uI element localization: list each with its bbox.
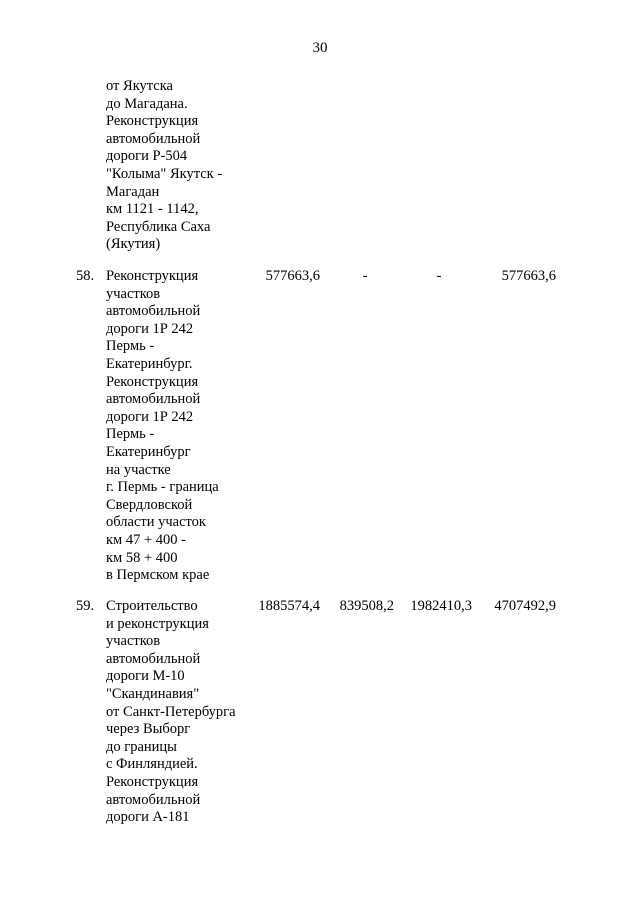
description-line: в Пермском крае (106, 567, 210, 584)
value-cell: 4707492,9 (494, 598, 556, 614)
description-line: до Магадана. (106, 95, 188, 112)
description-line: автомобильной (106, 391, 201, 408)
description-line: км 47 + 400 - (106, 531, 186, 548)
description-line: (Якутия) (106, 236, 161, 253)
page-number: 30 (312, 40, 328, 56)
description-line: Пермь - (106, 426, 155, 443)
value-cell: 577663,6 (265, 268, 320, 284)
value-cell: 1982410,3 (410, 598, 472, 614)
description-line: Реконструкция (106, 773, 199, 790)
description-line: Реконструкция (106, 268, 199, 284)
value-cell: - (436, 268, 442, 284)
row-number: 58. (76, 268, 95, 284)
description-line: Свердловской (106, 496, 193, 513)
description-line: "Скандинавия" (106, 685, 200, 702)
row-description (106, 268, 256, 585)
value-cell: 1885574,4 (258, 598, 320, 614)
description-line: автомобильной (106, 130, 201, 147)
value-cell: 577663,6 (501, 268, 556, 284)
description-line: Республика Саха (106, 218, 211, 235)
description-line: Строительство (106, 598, 198, 614)
description-line: Реконструкция (106, 113, 199, 130)
value-cell: - (362, 268, 368, 284)
description-line: дороги 1Р 242 (106, 408, 194, 425)
row-description (106, 598, 256, 827)
description-line: Реконструкция (106, 373, 199, 390)
description-line: автомобильной (106, 303, 201, 320)
description-line: Екатеринбург (106, 443, 191, 460)
description-line: автомобильной (106, 791, 201, 808)
description-line: дороги Р-504 (106, 148, 188, 165)
description-line: "Колыма" Якутск - (106, 165, 223, 182)
description-line: дороги А-181 (106, 809, 190, 826)
description-line: км 58 + 400 (106, 549, 178, 566)
description-line: Пермь - (106, 338, 155, 355)
description-line: участков (106, 285, 161, 302)
description-line: до границы (106, 738, 177, 755)
description-line: и реконструкция (106, 615, 209, 632)
description-line: Екатеринбург. (106, 355, 193, 372)
description-line: автомобильной (106, 650, 201, 667)
description-line: области участок (106, 514, 206, 531)
description-line: с Финляндией. (106, 756, 198, 773)
description-line: от Санкт-Петербурга (106, 703, 236, 720)
value-cell: 839508,2 (339, 598, 394, 614)
description-line: г. Пермь - граница (106, 479, 219, 496)
continuation-description (106, 78, 256, 254)
description-line: через Выборг (106, 721, 191, 738)
description-line: от Якутска (106, 78, 173, 94)
description-line: на участке (106, 461, 171, 478)
description-line: участков (106, 633, 161, 650)
description-line: км 1121 - 1142, (106, 201, 199, 218)
description-line: дороги М-10 (106, 668, 185, 685)
description-line: Магадан (106, 183, 160, 200)
row-number: 59. (76, 598, 95, 614)
description-line: дороги 1Р 242 (106, 320, 194, 337)
